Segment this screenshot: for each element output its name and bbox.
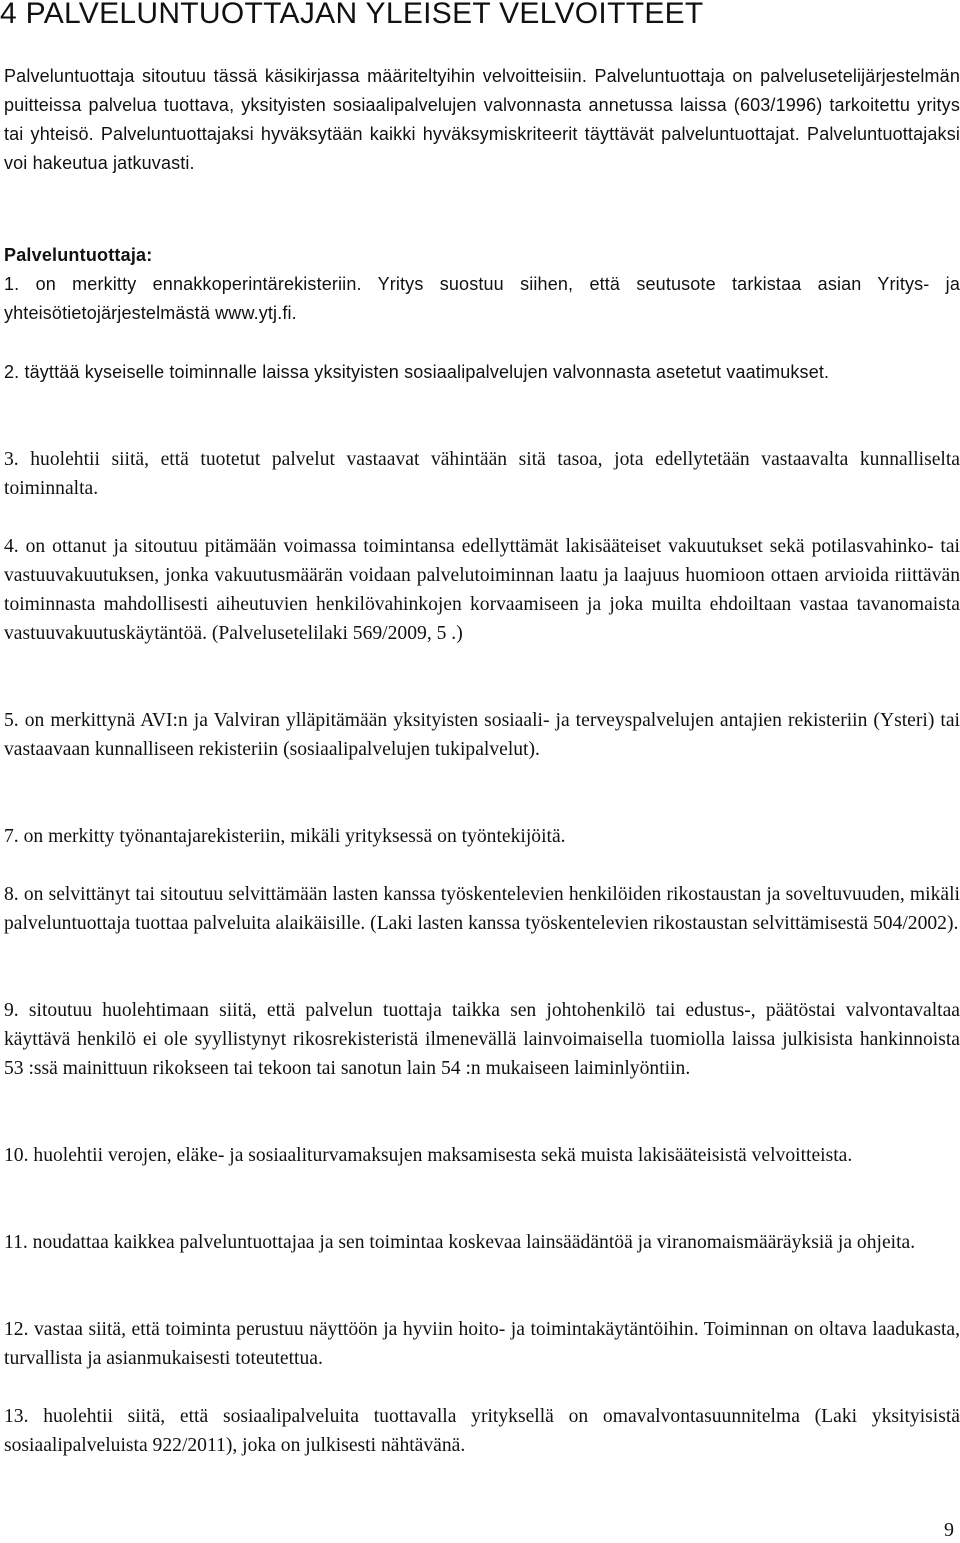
requirement-item-11: 11. noudattaa kaikkea palveluntuottajaa ja sen toimintaa koskevaa lainsäädäntöä ja viranomaismääräyksiä ja ohjeita. bbox=[4, 1232, 916, 1253]
requirement-item-4: 4. on ottanut ja sitoutuu pitämään voimassa toimintansa edellyttämät lakisääteiset vakuutukset sekä potilasvahinko- tai vastuuvakuutuksen, jonka vakuutusmäärän voidaan palvelutoiminnan laatu ja laajuus huomioon ottaen arvioida riittävän toiminnasta mahdollisesti aiheutuvien henkilövahinkojen korvaamiseen ja joka muilta ehdoiltaan vastaa tavanomaista vastuuvakuutuskäytäntöä. (Palvelusetelilaki 569/2009, 5 .) bbox=[4, 536, 960, 644]
requirement-item-12: 12. vastaa siitä, että toiminta perustuu näyttöön ja hyviin hoito- ja toimintakäytäntöihin. Toiminnan on oltava laadukasta, turvallista ja asianmukaisesti toteutettua. bbox=[4, 1319, 960, 1369]
requirement-item-5: 5. on merkittynä AVI:n ja Valviran ylläpitämään yksityisten sosiaali- ja terveyspalvelujen antajien rekisteriin (Ysteri) tai vastaavaan kunnalliseen rekisteriin (sosiaalipalvelujen tukipalvelut). bbox=[4, 710, 960, 760]
page-number: 9 bbox=[944, 1519, 954, 1541]
requirement-item-8: 8. on selvittänyt tai sitoutuu selvittämään lasten kanssa työskentelevien henkilöiden rikostaustan ja soveltuvuuden, mikäli palveluntuottaja tuottaa palveluita alaikäisille. (Laki lasten kanssa työskentelevien rikostaustan selvittämisestä 504/2002). bbox=[4, 884, 960, 934]
requirement-item-2: 2. täyttää kyseiselle toiminnalle laissa yksityisten sosiaalipalvelujen valvonnasta asetetut vaatimukset. bbox=[4, 362, 830, 382]
requirement-item-1: 1. on merkitty ennakkoperintärekisteriin. Yritys suostuu siihen, että seutusote tarkistaa asian Yritys- ja yhteisötietojärjestelmästä www.ytj.fi. bbox=[4, 274, 960, 323]
intro-paragraph: Palveluntuottaja sitoutuu tässä käsikirjassa määriteltyihin velvoitteisiin. Palveluntuottaja on palvelusetelijärjestelmän puitteissa palvelua tuottava, yksityisten sosiaalipalvelujen valvonnasta annetussa laissa (603/1996) tarkoitettu yritys tai yhteisö. Palveluntuottajaksi hyväksytään kaikki hyväksymiskriteerit täyttävät palveluntuottajat. Palveluntuottajaksi voi hakeutua jatkuvasti. bbox=[4, 66, 960, 173]
requirement-item-7: 7. on merkitty työnantajarekisteriin, mikäli yrityksessä on työntekijöitä. bbox=[4, 826, 566, 847]
provider-subheading: Palveluntuottaja: bbox=[4, 245, 153, 265]
requirement-item-13: 13. huolehtii siitä, että sosiaalipalveluita tuottavalla yrityksellä on omavalvontasuunnitelma (Laki yksityisistä sosiaalipalveluista 922/2011), joka on julkisesti nähtävänä. bbox=[4, 1406, 960, 1456]
section-heading: 4 PALVELUNTUOTTAJAN YLEISET VELVOITTEET bbox=[0, 0, 704, 30]
requirement-item-9: 9. sitoutuu huolehtimaan siitä, että palvelun tuottaja taikka sen johtohenkilö tai edustus-, päätöstai valvontavaltaa käyttävä henkilö ei ole syyllistynyt rikosrekisteristä ilmenevällä lainvoimaisella tuomiolla laissa julkisista hankinnoista 53 :ssä mainittuun rikokseen tai tekoon tai sanotun lain 54 :n mukaiseen laiminlyöntiin. bbox=[4, 1000, 960, 1079]
requirement-item-10: 10. huolehtii verojen, eläke- ja sosiaaliturvamaksujen maksamisesta sekä muista lakisääteisistä velvoitteista. bbox=[4, 1145, 853, 1166]
requirement-item-3: 3. huolehtii siitä, että tuotetut palvelut vastaavat vähintään sitä tasoa, jota edellytetään vastaavalta kunnalliselta toiminnalta. bbox=[4, 449, 960, 499]
